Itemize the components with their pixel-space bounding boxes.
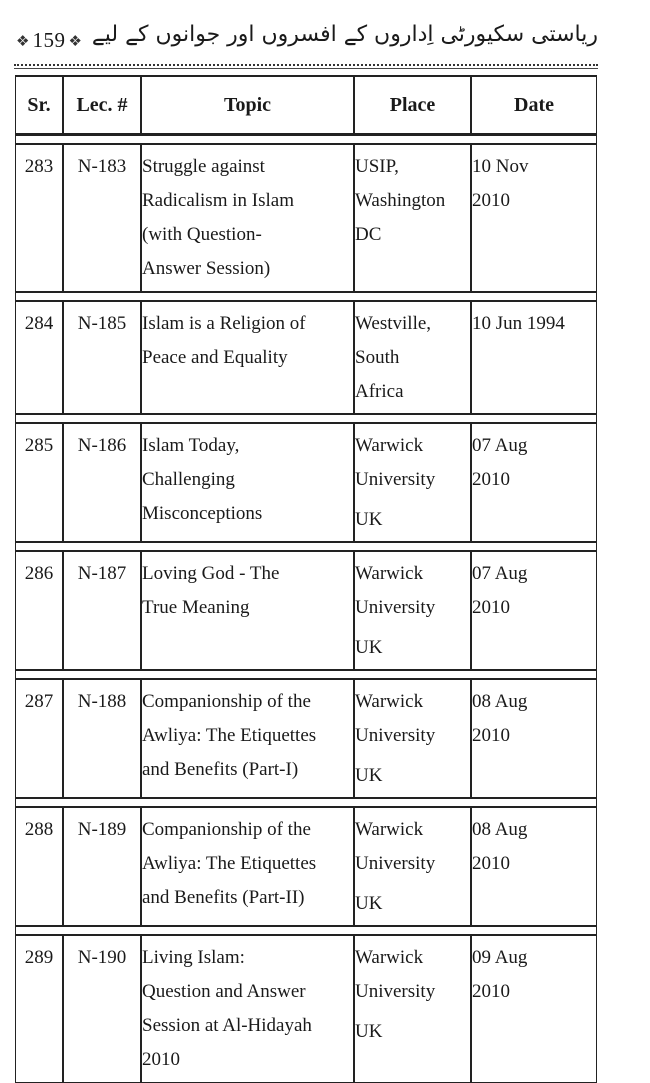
cell-lecture-number: N-190: [63, 935, 141, 1083]
place-line: Warwick: [355, 563, 424, 584]
row-spacer-cell: [15, 798, 597, 807]
cell-topic: [141, 301, 354, 414]
topic-line: Misconceptions: [142, 503, 263, 524]
table-row: [15, 301, 597, 414]
cell-topic: [141, 551, 354, 670]
date-line: 2010: [472, 469, 510, 490]
date-line: 07 Aug: [472, 435, 528, 456]
cell-date: [471, 679, 597, 798]
row-spacer: [15, 798, 597, 807]
date-line: 2010: [472, 981, 510, 1002]
header-dotted-rule: [14, 64, 598, 66]
table-row: [15, 679, 597, 798]
topic-line: 2010: [142, 1049, 180, 1070]
page-number-block: [16, 28, 82, 53]
cell-place: [354, 423, 471, 542]
place-line: UK: [355, 893, 383, 914]
place-line: UK: [355, 509, 383, 530]
cell-place: [354, 679, 471, 798]
topic-line: Session at Al-Hidayah: [142, 1015, 312, 1036]
cell-sr: 284: [15, 301, 63, 414]
row-spacer: [15, 542, 597, 551]
topic-line: True Meaning: [142, 597, 250, 618]
date-line: 2010: [472, 597, 510, 618]
cell-sr: 288: [15, 807, 63, 926]
place-line: University: [355, 469, 436, 490]
table-body: [15, 135, 597, 1083]
topic-line: Peace and Equality: [142, 347, 288, 368]
column-header-sr: Sr.: [15, 75, 63, 135]
row-spacer: [15, 926, 597, 935]
row-spacer-cell: [15, 670, 597, 679]
table-row: [15, 551, 597, 670]
topic-line: Question and Answer: [142, 981, 306, 1002]
topic-line: Awliya: The Etiquettes: [142, 725, 317, 746]
topic-line: Islam Today,: [142, 435, 240, 456]
date-line: 07 Aug: [472, 563, 528, 584]
cell-place: [354, 935, 471, 1083]
column-header-place: Place: [354, 75, 471, 135]
row-spacer: [15, 292, 597, 301]
cell-topic: [141, 679, 354, 798]
cell-sr: 285: [15, 423, 63, 542]
date-line: 2010: [472, 853, 510, 874]
topic-line: Companionship of the: [142, 819, 311, 840]
column-header-lec: Lec. #: [63, 75, 141, 135]
topic-line: and Benefits (Part-II): [142, 887, 305, 908]
cell-topic: [141, 935, 354, 1083]
header-solid-rule: [14, 68, 598, 69]
place-line: Warwick: [355, 819, 424, 840]
place-line: UK: [355, 637, 383, 658]
cell-sr: 289: [15, 935, 63, 1083]
topic-line: Answer Session): [142, 258, 271, 279]
place-line: Warwick: [355, 947, 424, 968]
topic-line: Living Islam:: [142, 947, 245, 968]
running-title: ریاستی سکیورٹی اِداروں کے افسروں اور جوانوں کے لیے: [91, 22, 598, 47]
place-line: UK: [355, 765, 383, 786]
place-line: DC: [355, 224, 382, 245]
page-number: 159: [32, 28, 66, 52]
topic-line: Awliya: The Etiquettes: [142, 853, 317, 874]
cell-date: [471, 144, 597, 292]
lectures-table: [15, 75, 597, 1083]
cell-lecture-number: N-185: [63, 301, 141, 414]
row-spacer: [15, 135, 597, 144]
column-header-topic: Topic: [141, 75, 354, 135]
date-line: 08 Aug: [472, 691, 528, 712]
cell-sr: 283: [15, 144, 63, 292]
cell-topic: [141, 807, 354, 926]
row-spacer-cell: [15, 926, 597, 935]
row-spacer: [15, 670, 597, 679]
date-line: 2010: [472, 190, 510, 211]
cell-lecture-number: N-187: [63, 551, 141, 670]
column-header-date: Date: [471, 75, 597, 135]
topic-line: and Benefits (Part-I): [142, 759, 299, 780]
cell-topic: [141, 423, 354, 542]
ornament-right-icon: ❖: [68, 31, 82, 50]
cell-date: [471, 423, 597, 542]
cell-lecture-number: N-189: [63, 807, 141, 926]
row-spacer: [15, 414, 597, 423]
cell-lecture-number: N-186: [63, 423, 141, 542]
topic-line: Radicalism in Islam: [142, 190, 294, 211]
row-spacer-cell: [15, 542, 597, 551]
table-row: [15, 807, 597, 926]
place-line: South: [355, 347, 400, 368]
cell-place: [354, 807, 471, 926]
ornament-left-icon: ❖: [16, 31, 30, 50]
cell-topic: [141, 144, 354, 292]
row-spacer-cell: [15, 414, 597, 423]
cell-sr: 287: [15, 679, 63, 798]
place-line: UK: [355, 1021, 383, 1042]
row-spacer-cell: [15, 135, 597, 144]
cell-place: [354, 551, 471, 670]
place-line: University: [355, 981, 436, 1002]
date-line: 10 Jun 1994: [472, 313, 565, 334]
place-line: Warwick: [355, 691, 424, 712]
topic-line: Struggle against: [142, 156, 265, 177]
topic-line: Islam is a Religion of: [142, 313, 306, 334]
place-line: University: [355, 725, 436, 746]
table-row: [15, 423, 597, 542]
row-spacer-cell: [15, 292, 597, 301]
cell-lecture-number: N-188: [63, 679, 141, 798]
place-line: University: [355, 597, 436, 618]
place-line: Warwick: [355, 435, 424, 456]
cell-date: [471, 551, 597, 670]
place-line: Westville,: [355, 313, 432, 334]
place-line: USIP,: [355, 156, 399, 177]
topic-line: Challenging: [142, 469, 235, 490]
place-line: Washington: [355, 190, 446, 211]
cell-place: [354, 301, 471, 414]
date-line: 10 Nov: [472, 156, 529, 177]
topic-line: Companionship of the: [142, 691, 311, 712]
cell-sr: 286: [15, 551, 63, 670]
cell-date: [471, 807, 597, 926]
place-line: Africa: [355, 381, 404, 402]
topic-line: Loving God - The: [142, 563, 280, 584]
cell-lecture-number: N-183: [63, 144, 141, 292]
topic-line: (with Question-: [142, 224, 262, 245]
date-line: 2010: [472, 725, 510, 746]
place-line: University: [355, 853, 436, 874]
page-header: [14, 22, 598, 62]
table-row: [15, 935, 597, 1083]
table-row: [15, 144, 597, 292]
table-header-row: [15, 75, 597, 135]
cell-place: [354, 144, 471, 292]
cell-date: [471, 301, 597, 414]
date-line: 09 Aug: [472, 947, 528, 968]
date-line: 08 Aug: [472, 819, 528, 840]
cell-date: [471, 935, 597, 1083]
